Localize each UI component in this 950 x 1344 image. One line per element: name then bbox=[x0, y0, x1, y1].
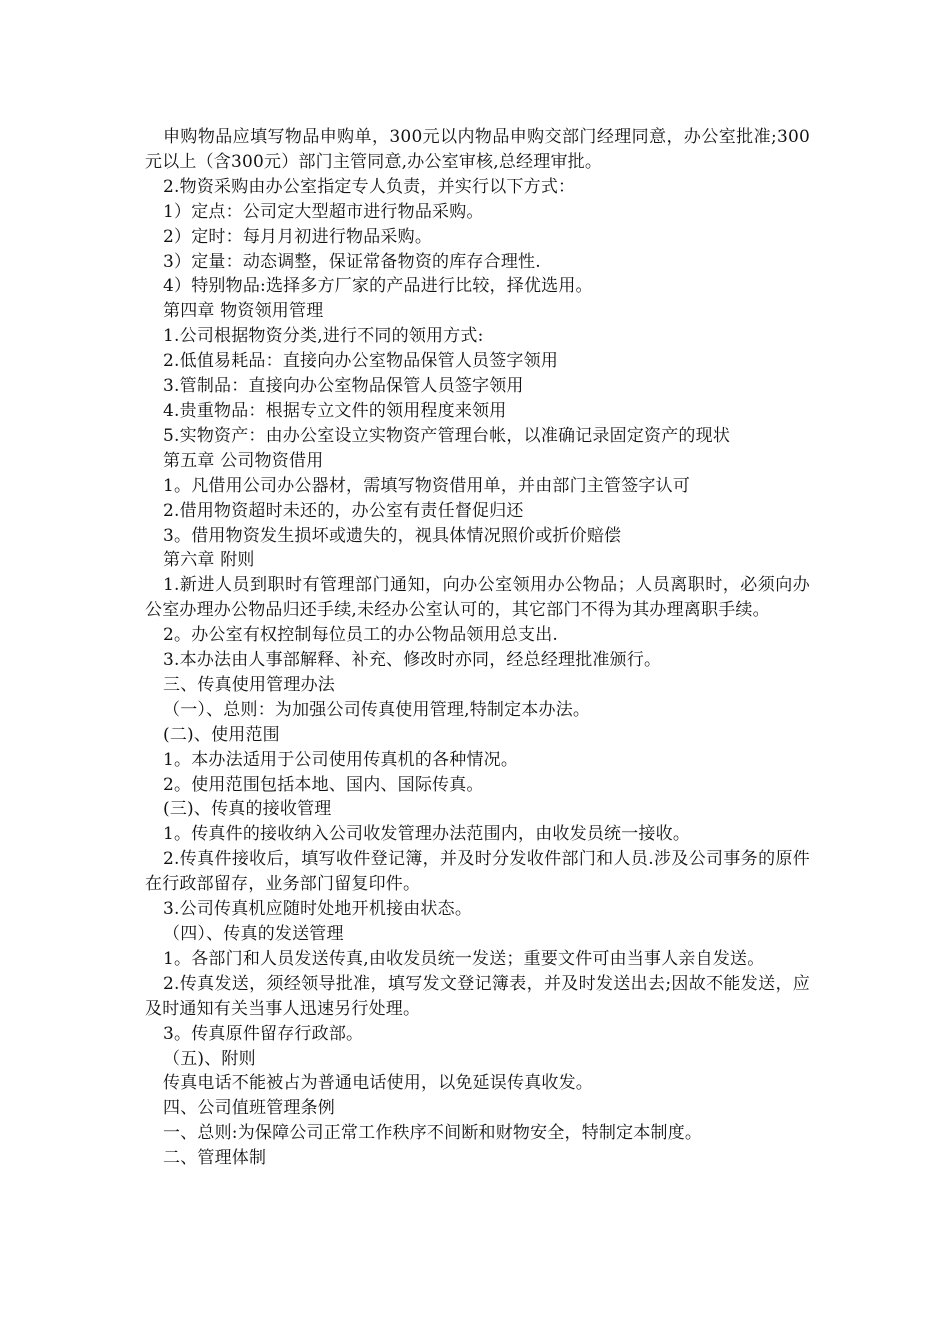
paragraph-30: （四）、传真的发送管理 bbox=[163, 924, 344, 944]
paragraph-18: 1.新进人员到职时有管理部门通知，向办公室领用办公物品；人员离职时，必须向办公室办理办公物品归还手续,未经办公室认可的，其它部门不得为其办理离职手续。 bbox=[145, 575, 810, 621]
paragraph-12: 5.实物资产：由办公室设立实物资产管理台帐，以准确记录固定资产的现状 bbox=[163, 425, 731, 446]
section-4-heading: 四、公司值班管理条例 bbox=[163, 1098, 335, 1119]
paragraph-20: 3.本办法由人事部解释、补充、修改时亦同，经总经理批准颁行。 bbox=[163, 650, 662, 671]
paragraph-2: 2.物资采购由办公室指定专人负责，并实行以下方式： bbox=[163, 176, 576, 197]
paragraph-35: 传真电话不能被占为普通电话使用，以免延误传真收发。 bbox=[163, 1073, 593, 1094]
paragraph-27: 1。传真件的接收纳入公司收发管理办法范围内，由收发员统一接收。 bbox=[163, 824, 691, 845]
paragraph-16: 3。借用物资发生损坏或遗失的，视具体情况照价或折价赔偿 bbox=[163, 525, 622, 546]
paragraph-31: 1。各部门和人员发送传真,由收发员统一发送；重要文件可由当事人亲自发送。 bbox=[163, 948, 765, 969]
paragraph-34: （五)、附则 bbox=[163, 1048, 256, 1069]
paragraph-29: 3.公司传真机应随时处地开机接由状态。 bbox=[163, 899, 473, 920]
paragraph-33: 3。传真原件留存行政部。 bbox=[163, 1023, 364, 1044]
paragraph-15: 2.借用物资超时未还的，办公室有责任督促归还 bbox=[163, 500, 524, 521]
paragraph-24: 1。本办法适用于公司使用传真机的各种情况。 bbox=[163, 749, 519, 770]
paragraph-11: 4.贵重物品：根据专立文件的领用程度来领用 bbox=[163, 400, 507, 421]
paragraph-6: 4）特别物品:选择多方厂家的产品进行比较，择优选用。 bbox=[163, 276, 593, 297]
paragraph-37: 一、总则:为保障公司正常工作秩序不间断和财物安全，特制定本制度。 bbox=[163, 1123, 703, 1144]
chapter-4-heading: 第四章 物资领用管理 bbox=[163, 301, 324, 322]
paragraph-3: 1）定点：公司定大型超市进行物品采购。 bbox=[163, 201, 484, 222]
paragraph-28: 2.传真件接收后，填写收件登记簿，并及时分发收件部门和人员.涉及公司事务的原件在行政部留存，业务部门留复印件。 bbox=[145, 849, 810, 895]
section-3-heading: 三、传真使用管理办法 bbox=[163, 674, 335, 695]
paragraph-26: (三)、传真的接收管理 bbox=[163, 799, 332, 820]
paragraph-10: 3.管制品：直接向办公室物品保管人员签字领用 bbox=[163, 376, 524, 397]
paragraph-5: 3）定量：动态调整，保证常备物资的库存合理性. bbox=[163, 251, 541, 272]
paragraph-1: 申购物品应填写物品申购单，300元以内物品申购交部门经理同意，办公室批准;300元以上（含300元）部门主管同意,办公室审核,总经理审批。 bbox=[145, 127, 810, 172]
paragraph-8: 1.公司根据物资分类,进行不同的领用方式: bbox=[163, 326, 484, 347]
paragraph-19: 2。办公室有权控制每位员工的办公物品领用总支出. bbox=[163, 625, 559, 646]
chapter-5-heading: 第五章 公司物资借用 bbox=[163, 450, 324, 471]
paragraph-4: 2）定时：每月月初进行物品采购。 bbox=[163, 226, 433, 247]
paragraph-9: 2.低值易耗品：直接向办公室物品保管人员签字领用 bbox=[163, 351, 559, 372]
paragraph-32: 2.传真发送，须经领导批准，填写发文登记簿表，并及时发送出去;因故不能发送，应及时通知有关当事人迅速另行处理。 bbox=[145, 973, 810, 1019]
paragraph-22: （一）、总则：为加强公司传真使用管理,特制定本办法。 bbox=[163, 699, 591, 720]
chapter-6-heading: 第六章 附则 bbox=[163, 550, 255, 571]
document-body bbox=[145, 125, 810, 1171]
paragraph-38: 二、管理体制 bbox=[163, 1148, 267, 1169]
paragraph-23: (二)、使用范围 bbox=[163, 724, 280, 745]
paragraph-25: 2。使用范围包括本地、国内、国际传真。 bbox=[163, 774, 484, 795]
paragraph-14: 1。凡借用公司办公器材，需填写物资借用单，并由部门主管签字认可 bbox=[163, 475, 691, 496]
